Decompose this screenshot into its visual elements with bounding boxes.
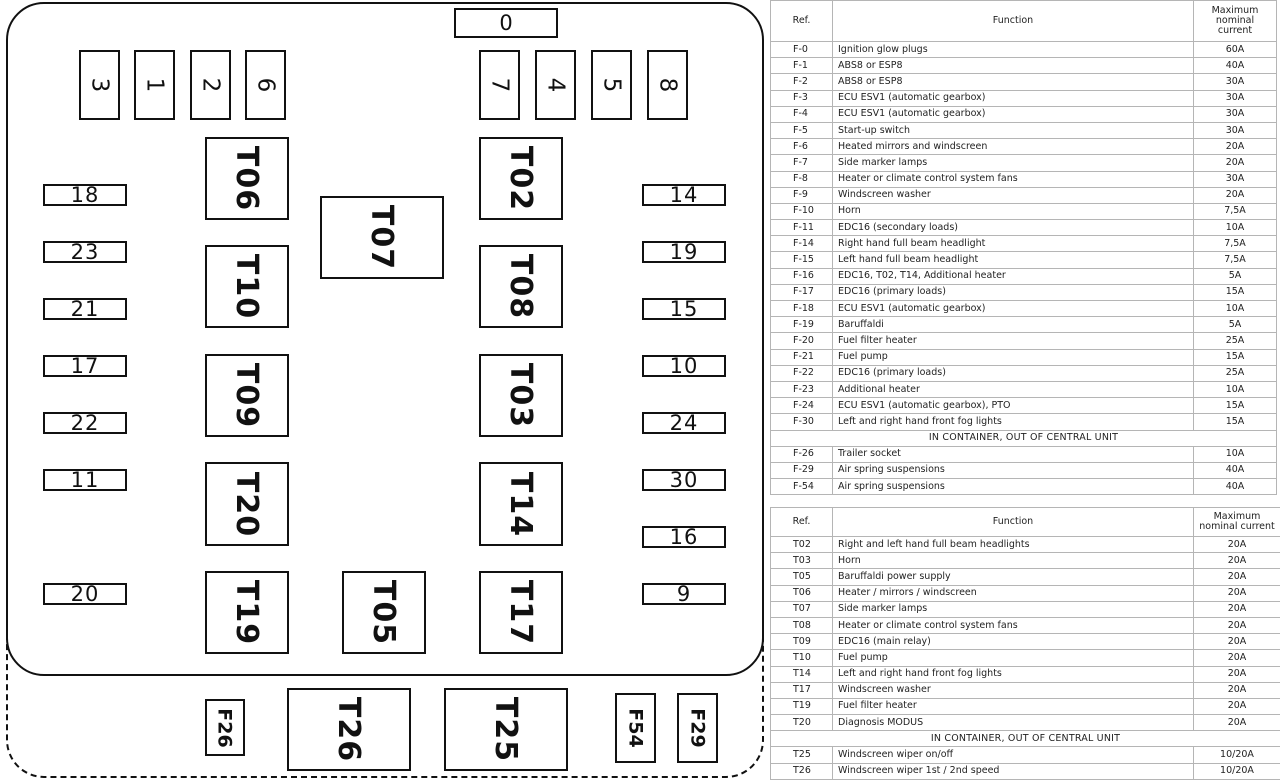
cell-current: 15A — [1194, 414, 1277, 430]
relay-t25: T25 — [444, 688, 568, 771]
cell-function: Windscreen washer — [833, 187, 1194, 203]
cell-current: 30A — [1194, 171, 1277, 187]
table-row — [771, 601, 1280, 617]
cell-current: 20A — [1194, 569, 1280, 585]
cell-function: Right and left hand full beam headlights — [833, 537, 1194, 553]
cell-function: Ignition glow plugs — [833, 42, 1194, 58]
table-row — [771, 58, 1277, 74]
fuse-8: 8 — [647, 50, 688, 120]
cell-current: 20A — [1194, 666, 1280, 682]
cell-ref: F-22 — [771, 365, 833, 381]
cell-current: 25A — [1194, 365, 1277, 381]
fuse-22: 22 — [43, 412, 127, 434]
cell-ref: F-15 — [771, 252, 833, 268]
fuse-30: 30 — [642, 469, 726, 491]
table-row — [771, 220, 1277, 236]
fuse-17: 17 — [43, 355, 127, 377]
fuse-6: 6 — [245, 50, 286, 120]
cell-ref: F-14 — [771, 236, 833, 252]
cell-function: Start-up switch — [833, 122, 1194, 138]
cell-current: 20A — [1194, 715, 1280, 731]
relay-t14: T14 — [479, 462, 563, 546]
col-ref: Ref. — [771, 1, 833, 42]
table-row — [771, 446, 1277, 462]
cell-current: 20A — [1194, 155, 1277, 171]
cell-function: Fuel filter heater — [833, 698, 1194, 714]
table-row — [771, 537, 1280, 553]
fuse-14: 14 — [642, 184, 726, 206]
cell-function: Heater / mirrors / windscreen — [833, 585, 1194, 601]
cell-ref: F-23 — [771, 381, 833, 397]
cell-function: Windscreen wiper 1st / 2nd speed — [833, 763, 1194, 779]
table-row — [771, 155, 1277, 171]
cell-function: EDC16 (main relay) — [833, 634, 1194, 650]
table-row — [771, 139, 1277, 155]
cell-function: Air spring suspensions — [833, 462, 1194, 478]
cell-current: 20A — [1194, 585, 1280, 601]
cell-ref: F-30 — [771, 414, 833, 430]
cell-current: 20A — [1194, 553, 1280, 569]
cell-current: 10A — [1194, 381, 1277, 397]
cell-ref: F-0 — [771, 42, 833, 58]
table-row — [771, 74, 1277, 90]
cell-current: 30A — [1194, 106, 1277, 122]
cell-ref: F-5 — [771, 122, 833, 138]
cell-current: 20A — [1194, 139, 1277, 155]
table-row — [771, 763, 1280, 779]
cell-ref: T06 — [771, 585, 833, 601]
relay-t07: T07 — [320, 196, 444, 279]
section-label: IN CONTAINER, OUT OF CENTRAL UNIT — [771, 430, 1277, 446]
cell-function: Trailer socket — [833, 446, 1194, 462]
fuse-table — [770, 0, 1277, 495]
cell-ref: F-16 — [771, 268, 833, 284]
col-current: Maximum nominal current — [1194, 1, 1277, 42]
cell-current: 10A — [1194, 220, 1277, 236]
cell-current: 25A — [1194, 333, 1277, 349]
table-row — [771, 381, 1277, 397]
cell-current: 10A — [1194, 446, 1277, 462]
table-row — [771, 333, 1277, 349]
table-row — [771, 284, 1277, 300]
cell-ref: F-26 — [771, 446, 833, 462]
table-row — [771, 698, 1280, 714]
table-row — [771, 553, 1280, 569]
table-row — [771, 650, 1280, 666]
cell-ref: F-8 — [771, 171, 833, 187]
cell-ref: F-54 — [771, 479, 833, 495]
cell-function: Windscreen washer — [833, 682, 1194, 698]
cell-ref: F-20 — [771, 333, 833, 349]
cell-current: 10/20A — [1194, 747, 1280, 763]
table-row — [771, 585, 1280, 601]
cell-ref: F-4 — [771, 106, 833, 122]
table-row — [771, 268, 1277, 284]
table-row — [771, 365, 1277, 381]
cell-current: 30A — [1194, 122, 1277, 138]
cell-ref: F-10 — [771, 203, 833, 219]
cell-function: Horn — [833, 203, 1194, 219]
fuse-4: 4 — [535, 50, 576, 120]
relay-t26: T26 — [287, 688, 411, 771]
cell-function: Diagnosis MODUS — [833, 715, 1194, 731]
cell-current: 15A — [1194, 398, 1277, 414]
relay-t19: T19 — [205, 571, 289, 654]
cell-ref: F-6 — [771, 139, 833, 155]
fuse-24: 24 — [642, 412, 726, 434]
cell-function: Side marker lamps — [833, 155, 1194, 171]
relay-t03: T03 — [479, 354, 563, 437]
fuse-f54: F54 — [615, 693, 656, 763]
cell-current: 20A — [1194, 634, 1280, 650]
cell-function: Heater or climate control system fans — [833, 171, 1194, 187]
cell-ref: T09 — [771, 634, 833, 650]
cell-function: Windscreen wiper on/off — [833, 747, 1194, 763]
table-row — [771, 301, 1277, 317]
cell-function: Fuel filter heater — [833, 333, 1194, 349]
table-row — [771, 42, 1277, 58]
cell-function: ABS8 or ESP8 — [833, 74, 1194, 90]
cell-function: EDC16 (secondary loads) — [833, 220, 1194, 236]
fuse-21: 21 — [43, 298, 127, 320]
cell-function: Air spring suspensions — [833, 479, 1194, 495]
cell-function: Fuel pump — [833, 349, 1194, 365]
table-row — [771, 682, 1280, 698]
fuse-2: 2 — [190, 50, 231, 120]
cell-ref: T17 — [771, 682, 833, 698]
cell-ref: T05 — [771, 569, 833, 585]
cell-ref: F-11 — [771, 220, 833, 236]
fuse-table-body — [771, 42, 1277, 495]
cell-current: 20A — [1194, 537, 1280, 553]
cell-function: EDC16, T02, T14, Additional heater — [833, 268, 1194, 284]
fuse-f29: F29 — [677, 693, 718, 763]
cell-ref: T26 — [771, 763, 833, 779]
cell-current: 40A — [1194, 462, 1277, 478]
cell-ref: T20 — [771, 715, 833, 731]
cell-current: 20A — [1194, 698, 1280, 714]
cell-current: 20A — [1194, 682, 1280, 698]
relay-t09: T09 — [205, 354, 289, 437]
table-row — [771, 715, 1280, 731]
relay-table-body — [771, 537, 1280, 780]
cell-function: Horn — [833, 553, 1194, 569]
cell-ref: T08 — [771, 617, 833, 633]
cell-function: ECU ESV1 (automatic gearbox) — [833, 106, 1194, 122]
cell-function: ECU ESV1 (automatic gearbox) — [833, 90, 1194, 106]
fuse-11: 11 — [43, 469, 127, 491]
table-row — [771, 569, 1280, 585]
cell-function: Side marker lamps — [833, 601, 1194, 617]
cell-ref: T03 — [771, 553, 833, 569]
cell-ref: F-1 — [771, 58, 833, 74]
table-row — [771, 398, 1277, 414]
cell-function: ABS8 or ESP8 — [833, 58, 1194, 74]
cell-function: Left and right hand front fog lights — [833, 666, 1194, 682]
cell-function: Heater or climate control system fans — [833, 617, 1194, 633]
cell-ref: F-24 — [771, 398, 833, 414]
cell-current: 15A — [1194, 284, 1277, 300]
col-current: Maximum nominal current — [1194, 508, 1280, 537]
fuse-23: 23 — [43, 241, 127, 263]
fuse-20: 20 — [43, 583, 127, 605]
table-row — [771, 634, 1280, 650]
relay-t20: T20 — [205, 462, 289, 546]
cell-ref: T02 — [771, 537, 833, 553]
cell-function: ECU ESV1 (automatic gearbox), PTO — [833, 398, 1194, 414]
cell-function: Left hand full beam headlight — [833, 252, 1194, 268]
fuse-f26: F26 — [205, 699, 245, 756]
table-row — [771, 462, 1277, 478]
cell-current: 10/20A — [1194, 763, 1280, 779]
table-row — [771, 90, 1277, 106]
relay-t02: T02 — [479, 137, 563, 220]
section-row — [771, 430, 1277, 446]
table-row — [771, 187, 1277, 203]
cell-current: 20A — [1194, 617, 1280, 633]
fuse-15: 15 — [642, 298, 726, 320]
cell-function: EDC16 (primary loads) — [833, 284, 1194, 300]
fuse-10: 10 — [642, 355, 726, 377]
cell-ref: T07 — [771, 601, 833, 617]
table-row — [771, 479, 1277, 495]
cell-current: 7,5A — [1194, 252, 1277, 268]
cell-function: Fuel pump — [833, 650, 1194, 666]
cell-function: Baruffaldi power supply — [833, 569, 1194, 585]
cell-ref: F-29 — [771, 462, 833, 478]
cell-current: 60A — [1194, 42, 1277, 58]
section-row — [771, 731, 1280, 747]
cell-ref: F-7 — [771, 155, 833, 171]
fuse-9: 9 — [642, 583, 726, 605]
cell-function: ECU ESV1 (automatic gearbox) — [833, 301, 1194, 317]
cell-ref: T10 — [771, 650, 833, 666]
cell-current: 10A — [1194, 301, 1277, 317]
cell-current: 15A — [1194, 349, 1277, 365]
cell-function: Additional heater — [833, 381, 1194, 397]
fuse-19: 19 — [642, 241, 726, 263]
table-row — [771, 252, 1277, 268]
relay-t17: T17 — [479, 571, 563, 654]
cell-function: Right hand full beam headlight — [833, 236, 1194, 252]
section-label: IN CONTAINER, OUT OF CENTRAL UNIT — [771, 731, 1280, 747]
cell-current: 30A — [1194, 74, 1277, 90]
col-function: Function — [833, 1, 1194, 42]
cell-ref: F-19 — [771, 317, 833, 333]
col-ref: Ref. — [771, 508, 833, 537]
cell-function: Baruffaldi — [833, 317, 1194, 333]
cell-current: 40A — [1194, 58, 1277, 74]
cell-current: 40A — [1194, 479, 1277, 495]
table-row — [771, 122, 1277, 138]
relay-t08: T08 — [479, 245, 563, 328]
cell-current: 5A — [1194, 317, 1277, 333]
cell-ref: F-2 — [771, 74, 833, 90]
table-row — [771, 666, 1280, 682]
cell-current: 20A — [1194, 187, 1277, 203]
relay-t10: T10 — [205, 245, 289, 328]
table-row — [771, 349, 1277, 365]
fuse-3: 3 — [79, 50, 120, 120]
cell-ref: F-9 — [771, 187, 833, 203]
table-row — [771, 236, 1277, 252]
cell-current: 30A — [1194, 90, 1277, 106]
fuse-5: 5 — [591, 50, 632, 120]
cell-current: 5A — [1194, 268, 1277, 284]
fuse-18: 18 — [43, 184, 127, 206]
fuse-7: 7 — [479, 50, 520, 120]
cell-ref: T19 — [771, 698, 833, 714]
cell-function: Left and right hand front fog lights — [833, 414, 1194, 430]
cell-current: 7,5A — [1194, 203, 1277, 219]
cell-ref: F-18 — [771, 301, 833, 317]
col-function: Function — [833, 508, 1194, 537]
cell-current: 20A — [1194, 601, 1280, 617]
fuse-1: 1 — [134, 50, 175, 120]
table-row — [771, 317, 1277, 333]
table-row — [771, 171, 1277, 187]
cell-ref: T14 — [771, 666, 833, 682]
cell-ref: F-21 — [771, 349, 833, 365]
table-row — [771, 203, 1277, 219]
cell-function: EDC16 (primary loads) — [833, 365, 1194, 381]
fuse-16: 16 — [642, 526, 726, 548]
fuse-0: 0 — [454, 8, 558, 38]
cell-ref: T25 — [771, 747, 833, 763]
table-row — [771, 747, 1280, 763]
cell-current: 20A — [1194, 650, 1280, 666]
table-row — [771, 414, 1277, 430]
cell-function: Heated mirrors and windscreen — [833, 139, 1194, 155]
relay-t06: T06 — [205, 137, 289, 220]
cell-ref: F-17 — [771, 284, 833, 300]
relay-t05: T05 — [342, 571, 426, 654]
cell-ref: F-3 — [771, 90, 833, 106]
table-row — [771, 617, 1280, 633]
relay-table — [770, 507, 1280, 780]
cell-current: 7,5A — [1194, 236, 1277, 252]
table-row — [771, 106, 1277, 122]
